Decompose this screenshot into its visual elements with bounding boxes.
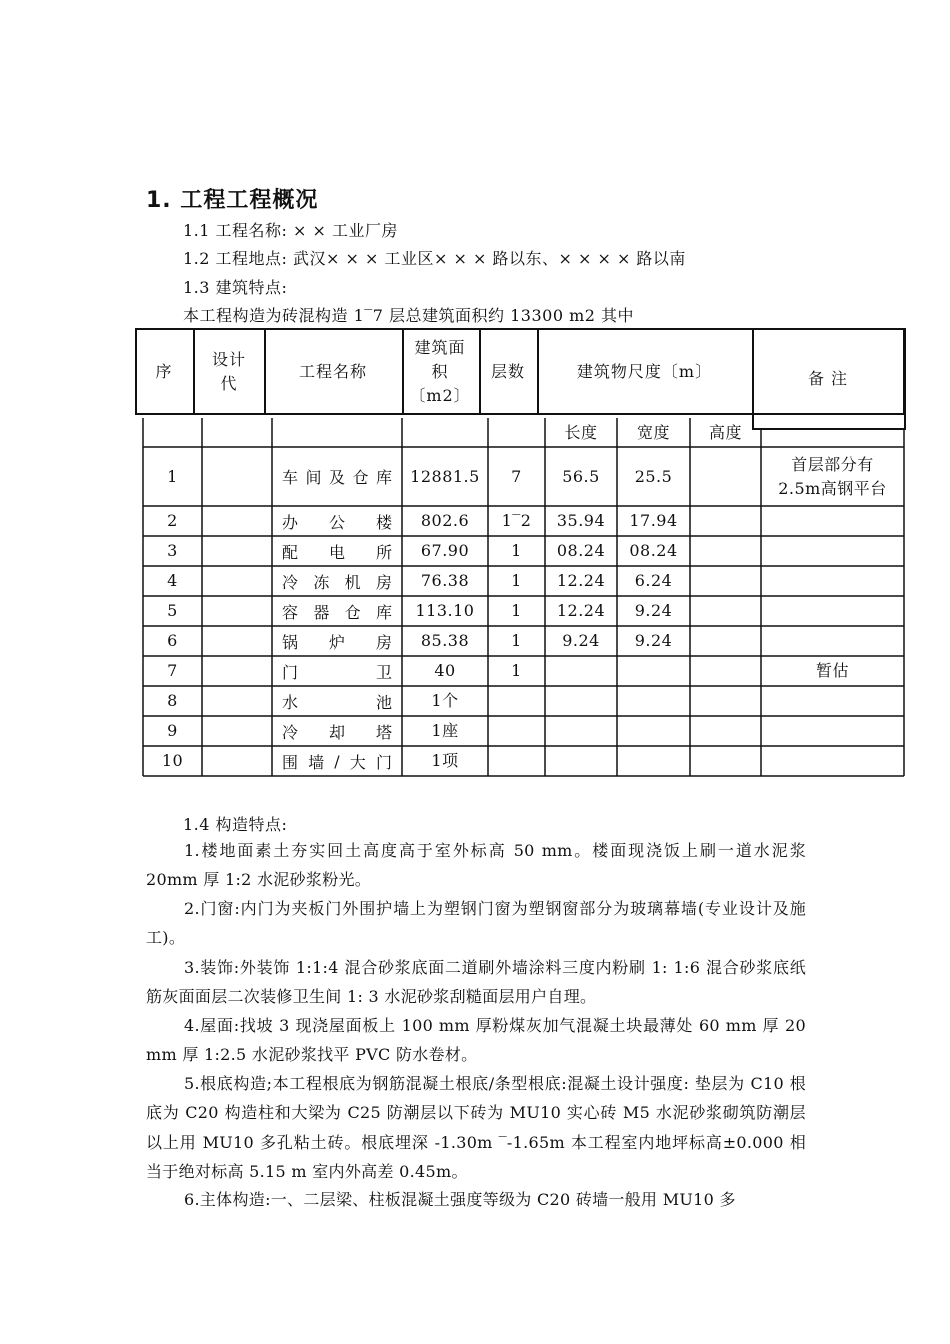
intro-line: 本工程构造为砖混构造 1‾7 层总建筑面积约 13300 m2 其中	[183, 306, 635, 325]
table-cell-length	[545, 716, 617, 746]
header-project-name: 工程名称	[298, 361, 367, 381]
table-cell-width	[617, 656, 690, 686]
table-cell-seq: 5	[167, 601, 178, 620]
table-cell-remark	[761, 596, 904, 626]
structure-features-line: 1.4 构造特点:	[183, 815, 288, 834]
table-cell-width: 9.24	[634, 631, 673, 650]
table-cell-floors	[488, 746, 545, 776]
paragraph-foundation: 5.根底构造;本工程根底为钢筋混凝土根底/条型根底:混凝土设计强度: 垫层为 C10 根底为 C20 构造柱和大梁为 C25 防潮层以下砖为 MU10 实心砖 M5 水泥砂浆砌筑防潮层以上用 MU10 多孔粘土砖。根底埋深 -1.30m ‾-1.65m 本工程室内地坪标高±0.000 相当于绝对标高 5.15 m 室内外高差 0.45m。	[146, 1074, 806, 1182]
table-cell-floors: 1	[511, 541, 522, 560]
table-cell-seq: 2	[167, 511, 178, 530]
table-cell-name: 车 间 及 仓 库	[282, 468, 392, 487]
table-cell-name: 容 器 仓 库	[282, 602, 392, 622]
table-cell-area: 1座	[431, 721, 459, 740]
table-cell-floors	[488, 686, 545, 716]
table-cell-seq: 9	[167, 721, 178, 740]
table-cell-remark: 首层部分有2.5m高钢平台	[778, 454, 887, 498]
table-cell-width: 6.24	[634, 571, 673, 590]
paragraph-decoration: 3.装饰:外装饰 1:1:4 混合砂浆底面二道刷外墙涂料三度内粉刷 1: 1:6 混合砂浆底纸筋灰面面层二次装修卫生间 1: 3 水泥砂浆刮糙面层用户自理。	[146, 958, 806, 1007]
table-cell-area: 67.90	[420, 541, 470, 560]
table-cell-height	[690, 656, 761, 686]
table-cell-name: 办 公 楼	[282, 512, 392, 532]
table-cell-seq: 1	[167, 466, 178, 486]
table-cell-area: 1项	[431, 751, 459, 770]
table-cell-width: 25.5	[634, 466, 673, 486]
table-cell-length: 12.24	[556, 571, 606, 590]
table-cell-width	[617, 686, 690, 716]
table-cell-name: 配 电 所	[282, 542, 392, 562]
table-cell-seq: 4	[167, 571, 178, 590]
table-cell-floors: 7	[511, 466, 522, 486]
table-cell-area: 40	[434, 661, 456, 680]
table-cell-length: 56.5	[562, 466, 600, 486]
table-cell-height	[690, 447, 761, 506]
table-cell-floors: 1‾2	[501, 511, 532, 530]
table-cell-width	[617, 716, 690, 746]
building-features-line: 1.3 建筑特点:	[183, 278, 288, 297]
header-width: 宽度	[636, 422, 670, 442]
table-cell-area: 12881.5	[410, 466, 480, 486]
table-cell-width: 9.24	[634, 601, 673, 620]
header-design-code: 设计代	[211, 349, 246, 393]
paragraph-roof: 4.屋面:找坡 3 现浇屋面板上 100 mm 厚粉煤灰加气混凝土块最薄处 60 mm 厚 20 mm 厚 1:2.5 水泥砂浆找平 PVC 防水卷材。	[146, 1016, 806, 1065]
table-cell-floors: 1	[511, 631, 522, 650]
table-cell-height	[690, 716, 761, 746]
table-cell-width: 08.24	[629, 541, 678, 560]
table-cell-length	[545, 656, 617, 686]
table-cell-height	[690, 686, 761, 716]
table-cell-floors: 1	[511, 601, 522, 620]
table-cell-remark: 暂估	[815, 661, 849, 680]
table-cell-seq: 8	[167, 691, 178, 710]
table-cell-floors: 1	[511, 571, 522, 590]
table-cell-name: 围 墙 / 大 门	[282, 751, 392, 772]
paragraph-main-structure: 6.主体构造:一、二层梁、柱板混凝土强度等级为 C20 砖墙一般用 MU10 多	[184, 1190, 736, 1209]
table-cell-area: 802.6	[420, 511, 470, 530]
table-cell-seq: 3	[167, 541, 178, 560]
table-cell-height	[690, 746, 761, 776]
table-cell-width: 17.94	[629, 511, 678, 530]
table-cell-area: 113.10	[415, 601, 475, 620]
table-cell-floors	[488, 716, 545, 746]
table-cell-name: 冷 却 塔	[282, 722, 392, 742]
table-cell-height	[690, 536, 761, 566]
header-length: 长度	[564, 422, 598, 442]
table-cell-remark	[761, 626, 904, 656]
header-floors: 层数	[490, 361, 525, 381]
section-heading: 1. 工程工程概况	[146, 188, 319, 213]
table-cell-seq: 10	[161, 751, 184, 770]
paragraph-doors-windows: 2.门窗:内门为夹板门外围护墙上为塑钢门窗为塑钢窗部分为玻璃幕墙(专业设计及施工)。	[146, 899, 806, 948]
header-height: 高度	[708, 422, 742, 442]
table-cell-name: 冷 冻 机 房	[282, 572, 392, 592]
table-cell-width	[617, 746, 690, 776]
table-cell-area: 85.38	[420, 631, 470, 650]
table-cell-name: 门 卫	[282, 662, 392, 682]
table-cell-area: 76.38	[420, 571, 470, 590]
project-location-line: 1.2 工程地点: 武汉× × × 工业区× × × 路以东、× × × × 路以南	[183, 249, 686, 268]
table-cell-height	[690, 506, 761, 536]
table-cell-remark	[761, 536, 904, 566]
table-cell-height	[690, 596, 761, 626]
header-building-size: 建筑物尺度〔m〕	[576, 361, 713, 381]
header-remark: 备 注	[807, 369, 849, 388]
table-cell-length	[545, 746, 617, 776]
table-cell-length: 08.24	[556, 541, 606, 560]
table-cell-length	[545, 686, 617, 716]
header-area: 建筑面积〔m2〕	[409, 337, 471, 405]
table-cell-remark	[761, 716, 904, 746]
table-cell-length: 12.24	[556, 601, 606, 620]
table-cell-seq: 6	[167, 631, 178, 650]
table-cell-height	[690, 626, 761, 656]
table-cell-remark	[761, 686, 904, 716]
table-cell-name: 锅 炉 房	[282, 632, 392, 652]
table-cell-remark	[761, 566, 904, 596]
project-name-line: 1.1 工程名称: × × 工业厂房	[183, 221, 398, 240]
table-cell-floors: 1	[511, 661, 522, 680]
table-cell-length: 35.94	[556, 511, 606, 530]
table-cell-area: 1个	[431, 691, 459, 710]
table-cell-name: 水 池	[282, 692, 392, 712]
table-cell-length: 9.24	[562, 631, 600, 650]
table-cell-seq: 7	[167, 661, 178, 680]
header-seq: 序	[155, 361, 173, 381]
table-cell-remark	[761, 746, 904, 776]
table-cell-remark	[761, 506, 904, 536]
table-cell-height	[690, 566, 761, 596]
paragraph-floor: 1.楼地面素土夯实回土高度高于室外标高 50 mm。楼面现浇饭上刷一道水泥浆 20mm 厚 1:2 水泥砂浆粉光。	[146, 841, 806, 890]
